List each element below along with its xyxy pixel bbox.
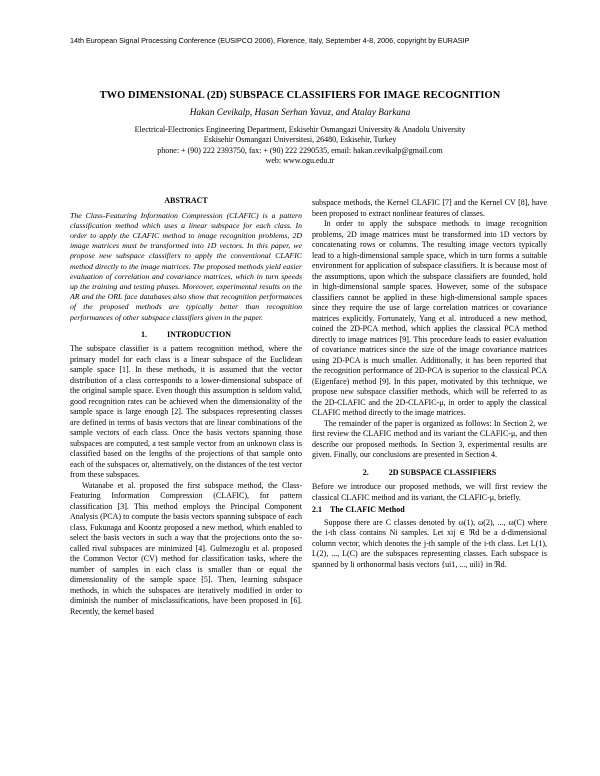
subsection-title: The CLAFIC Method — [330, 505, 405, 514]
subsection-number: 2.1 — [312, 505, 322, 514]
right-column — [312, 198, 547, 570]
section-2-heading: 2. 2D SUBSPACE CLASSIFIERS — [362, 467, 497, 477]
affiliation-line: Electrical-Electronics Engineering Department, Eskisehir Osmangazi University & Anadolu University — [134, 125, 466, 134]
left-column — [70, 196, 302, 617]
intro-paragraph-2: Watanabe et al. proposed the first subspace method, the Class-Featuring Information Compression (CLAFIC), for pattern classification [3]. This method employs the Principal Component Analysis (PCA) to compute the basis vectors spanning subspace of each class. Fukunaga and Koontz proposed a new method, which enabled to select the basis vectors in such a way that the projections onto the so-called rival subspaces are minimized [4]. Gulmezoglu et al. proposed the Common Vector (CV) method for classification tasks, where the number of samples in each class is smaller than or equal the dimensionality of the sample space [5]. Then, learning subspace methods, in which the subspaces are iteratively modified in order to diminish the number of misclassifications, have been proposed in [6]. Recently, the kernel based — [70, 480, 302, 616]
right-paragraph-0: subspace methods, the Kernel CLAFIC [7] and the Kernel CV [8], have been proposed to extract nonlinear features of classes. — [312, 198, 547, 218]
paper-authors: Hakan Cevikalp, Hasan Serhan Yavuz, and Atalay Barkana — [189, 108, 411, 118]
conference-header: 14th European Signal Processing Conference (EUSIPCO 2006), Florence, Italy, September 4-8, 2006, copyright by EURASIP — [70, 36, 470, 45]
abstract-heading: ABSTRACT — [164, 196, 208, 205]
right-paragraph-1: In order to apply the subspace methods to image recognition problems, 2D image matrices must be transformed into 1D vectors by concatenating rows or columns. The resulting image vectors typically lead to a high-dimensional sample space, which in turn forms a suitable environment for application of subspace classifiers. It is because most of the assumptions, upon which the subspace classifiers are founded, hold in high-dimensional sample spaces. However, some of the subspace classifiers cannot be applied in these high-dimensional sample spaces since they require the use of large correlation matrices or covariance matrices explicitly. Fortunately, Yang et al. introduced a new method, coined the 2D-PCA method, which applies the classical PCA method directly to image matrices [9]. This procedure leads to easier evaluation of covariance matrices since the size of the image covariance matrices using 2D-PCA is much smaller. Additionally, it has been reported that the recognition performance of 2D-PCA is superior to the classical PCA (Eigenface) method [9]. In this paper, motivated by this technique, we propose new subspace classifier methods, which will be referred to as the 2D-CLAFIC and the 2D-CLAFIC-μ, in order to apply the classical CLAFIC method directly to the image matrices. — [312, 219, 547, 417]
paper-title: TWO DIMENSIONAL (2D) SUBSPACE CLASSIFIERS FOR IMAGE RECOGNITION — [99, 90, 501, 101]
intro-paragraph-1: The subspace classifier is a pattern recognition method, where the primary model for each class is a linear subspace of the Euclidean sample space [1]. In these methods, it is assumed that the vector distribution of a class corresponds to a lower-dimensional subspace of the original sample space. Even though this assumption is seldom valid, good recognition rates can be achieved when the dimensionality of the sample space is large enough [2]. The subspaces representing classes are defined in terms of basis vectors that are linear combinations of the sample vectors of each class. Once the basis vectors spanning those subspaces are computed, a test sample vector from an unknown class is classified based on the lengths of the projections of that sample onto each of the subspaces or, alternatively, on the distances of the test vector from these subspaces. — [70, 344, 302, 480]
subsection-heading — [312, 505, 547, 516]
section-2-intro: Before we introduce our proposed methods, we will first review the classical CLAFIC method and its variant, the CLAFIC-μ, briefly. — [312, 482, 547, 502]
abstract-text: The Class-Featuring Information Compression (CLAFIC) is a pattern classification method which uses a linear subspace for each class. In order to apply the CLAFIC method to image recognition problems, 2D image matrices must be transformed into 1D vectors. In this paper, we propose new subspace classifiers to apply the conventional CLAFIC method directly to the image matrices. The proposed methods yield easier evaluation of correlation and covariance matrices, which in turn speeds up the training and testing phases. Moreover, experimental results on the AR and the ORL face databases also show that recognition performances of the proposed methods are typically better than recognition performances of other subspace classifiers given in the paper. — [70, 210, 302, 322]
contact-line: phone: + (90) 222 2393750, fax: + (90) 222 2290535, email: hakan.cevikalp@gmail.com — [157, 145, 443, 155]
right-paragraph-2: The remainder of the paper is organized as follows: In Section 2, we first review the CLAFIC method and its variant the CLAFIC-μ, and then describe our proposed methods. In Section 3, experimental results are given. Finally, our conclusions are presented in Section 4. — [312, 418, 547, 459]
introduction-heading: 1. INTRODUCTION — [140, 329, 231, 339]
affiliation-line: Eskisehir Osmangazi Universitesi, 26480, Eskisehir, Turkey — [203, 135, 397, 145]
clafic-paragraph: Suppose there are C classes denoted by ω(1), ω(2), ..., ω(C) where the i-th class contains Ni samples. Let xij ∈ ℜd be a d-dimensional column vector, which denotes the j-th sample of the i-th class. Let L(1), L(2), ..., L(C) are the subspaces representing classes. Each subspace is spanned by li orthonormal basis vectors {ui1, ..., uili} in ℜd. — [312, 517, 547, 569]
web-line: web: www.ogu.edu.tr — [265, 156, 335, 166]
affiliation-block — [40, 125, 560, 167]
